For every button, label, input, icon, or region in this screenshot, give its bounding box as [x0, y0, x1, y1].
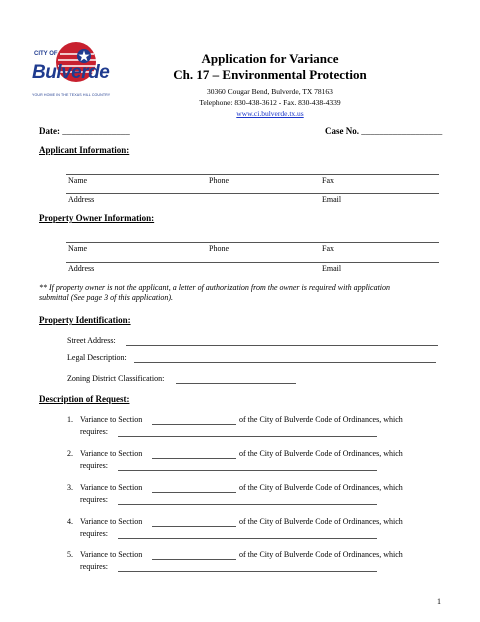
request-item-2-requires: requires: — [80, 461, 108, 470]
request-item-5-number: 5. — [67, 550, 73, 559]
request-item-3-number: 3. — [67, 483, 73, 492]
applicant-address-label: Address — [68, 195, 95, 204]
owner-line-1[interactable] — [66, 242, 439, 243]
case-number-field[interactable]: Case No. __________________ — [325, 126, 443, 136]
owner-note-line2: submittal (See page 3 of this application). — [39, 293, 173, 302]
applicant-name-label: Name — [68, 176, 88, 185]
request-item-2-number: 2. — [67, 449, 73, 458]
request-item-1-text-a: Variance to Section — [80, 415, 143, 424]
applicant-fax-label: Fax — [322, 176, 334, 185]
applicant-line-2[interactable] — [66, 193, 439, 194]
request-item-5-requires-line[interactable] — [118, 571, 377, 572]
applicant-phone-label: Phone — [209, 176, 229, 185]
owner-address-label: Address — [68, 264, 95, 273]
request-item-4-requires-line[interactable] — [118, 538, 377, 539]
request-item-4-requires: requires: — [80, 529, 108, 538]
request-heading: Description of Request: — [39, 394, 130, 404]
property-heading: Property Identification: — [39, 315, 131, 325]
request-item-3-text-b: of the City of Bulverde Code of Ordinances, which — [239, 483, 403, 492]
legal-description-label: Legal Description: — [67, 353, 127, 362]
request-item-1-number: 1. — [67, 415, 73, 424]
request-item-5-text-a: Variance to Section — [80, 550, 143, 559]
date-field[interactable]: Date: _______________ — [39, 126, 130, 136]
owner-fax-label: Fax — [322, 244, 334, 253]
form-subtitle: Ch. 17 – Environmental Protection — [173, 67, 367, 82]
applicant-heading: Applicant Information: — [39, 145, 130, 155]
owner-heading: Property Owner Information: — [39, 213, 155, 223]
request-item-3-section-line[interactable] — [152, 492, 236, 493]
request-item-1-text-b: of the City of Bulverde Code of Ordinances, which — [239, 415, 403, 424]
request-item-2-text-a: Variance to Section — [80, 449, 143, 458]
request-item-5-section-line[interactable] — [152, 559, 236, 560]
request-item-2-section-line[interactable] — [152, 458, 236, 459]
request-item-5-text-b: of the City of Bulverde Code of Ordinances, which — [239, 550, 403, 559]
legal-description-line[interactable] — [134, 362, 436, 363]
city-website-link[interactable]: www.ci.bulverde.tx.us — [236, 109, 304, 118]
request-item-4-text-a: Variance to Section — [80, 517, 143, 526]
applicant-line-1[interactable] — [66, 174, 439, 175]
request-item-4-number: 4. — [67, 517, 73, 526]
city-telephone: Telephone: 830-438-3612 - Fax. 830-438-4339 — [199, 98, 341, 107]
zoning-line[interactable] — [176, 383, 296, 384]
page-number: 1 — [437, 597, 441, 606]
request-item-4-text-b: of the City of Bulverde Code of Ordinances, which — [239, 517, 403, 526]
applicant-email-label: Email — [322, 195, 342, 204]
city-address: 30360 Cougar Bend, Bulverde, TX 78163 — [207, 87, 333, 96]
owner-name-label: Name — [68, 244, 88, 253]
owner-note-line1: ** If property owner is not the applicant, a letter of authorization from the owner is required with application — [39, 283, 391, 292]
request-item-1-requires: requires: — [80, 427, 108, 436]
zoning-label: Zoning District Classification: — [67, 374, 165, 383]
street-address-label: Street Address: — [67, 336, 116, 345]
request-item-2-requires-line[interactable] — [118, 470, 377, 471]
request-item-4-section-line[interactable] — [152, 526, 236, 527]
request-item-1-requires-line[interactable] — [118, 436, 377, 437]
request-item-5-requires: requires: — [80, 562, 108, 571]
logo-city-of: CITY OF — [34, 51, 58, 57]
owner-email-label: Email — [322, 264, 342, 273]
request-item-1-section-line[interactable] — [152, 424, 236, 425]
owner-phone-label: Phone — [209, 244, 229, 253]
logo-name: Bulverde — [32, 62, 110, 83]
request-item-3-text-a: Variance to Section — [80, 483, 143, 492]
street-address-line[interactable] — [126, 345, 438, 346]
request-item-3-requires: requires: — [80, 495, 108, 504]
owner-line-2[interactable] — [66, 262, 439, 263]
form-title: Application for Variance — [201, 51, 339, 66]
city-logo — [30, 38, 111, 106]
request-item-2-text-b: of the City of Bulverde Code of Ordinances, which — [239, 449, 403, 458]
request-item-3-requires-line[interactable] — [118, 504, 377, 505]
logo-tagline: YOUR HOME IN THE TEXAS HILL COUNTRY — [32, 93, 111, 97]
